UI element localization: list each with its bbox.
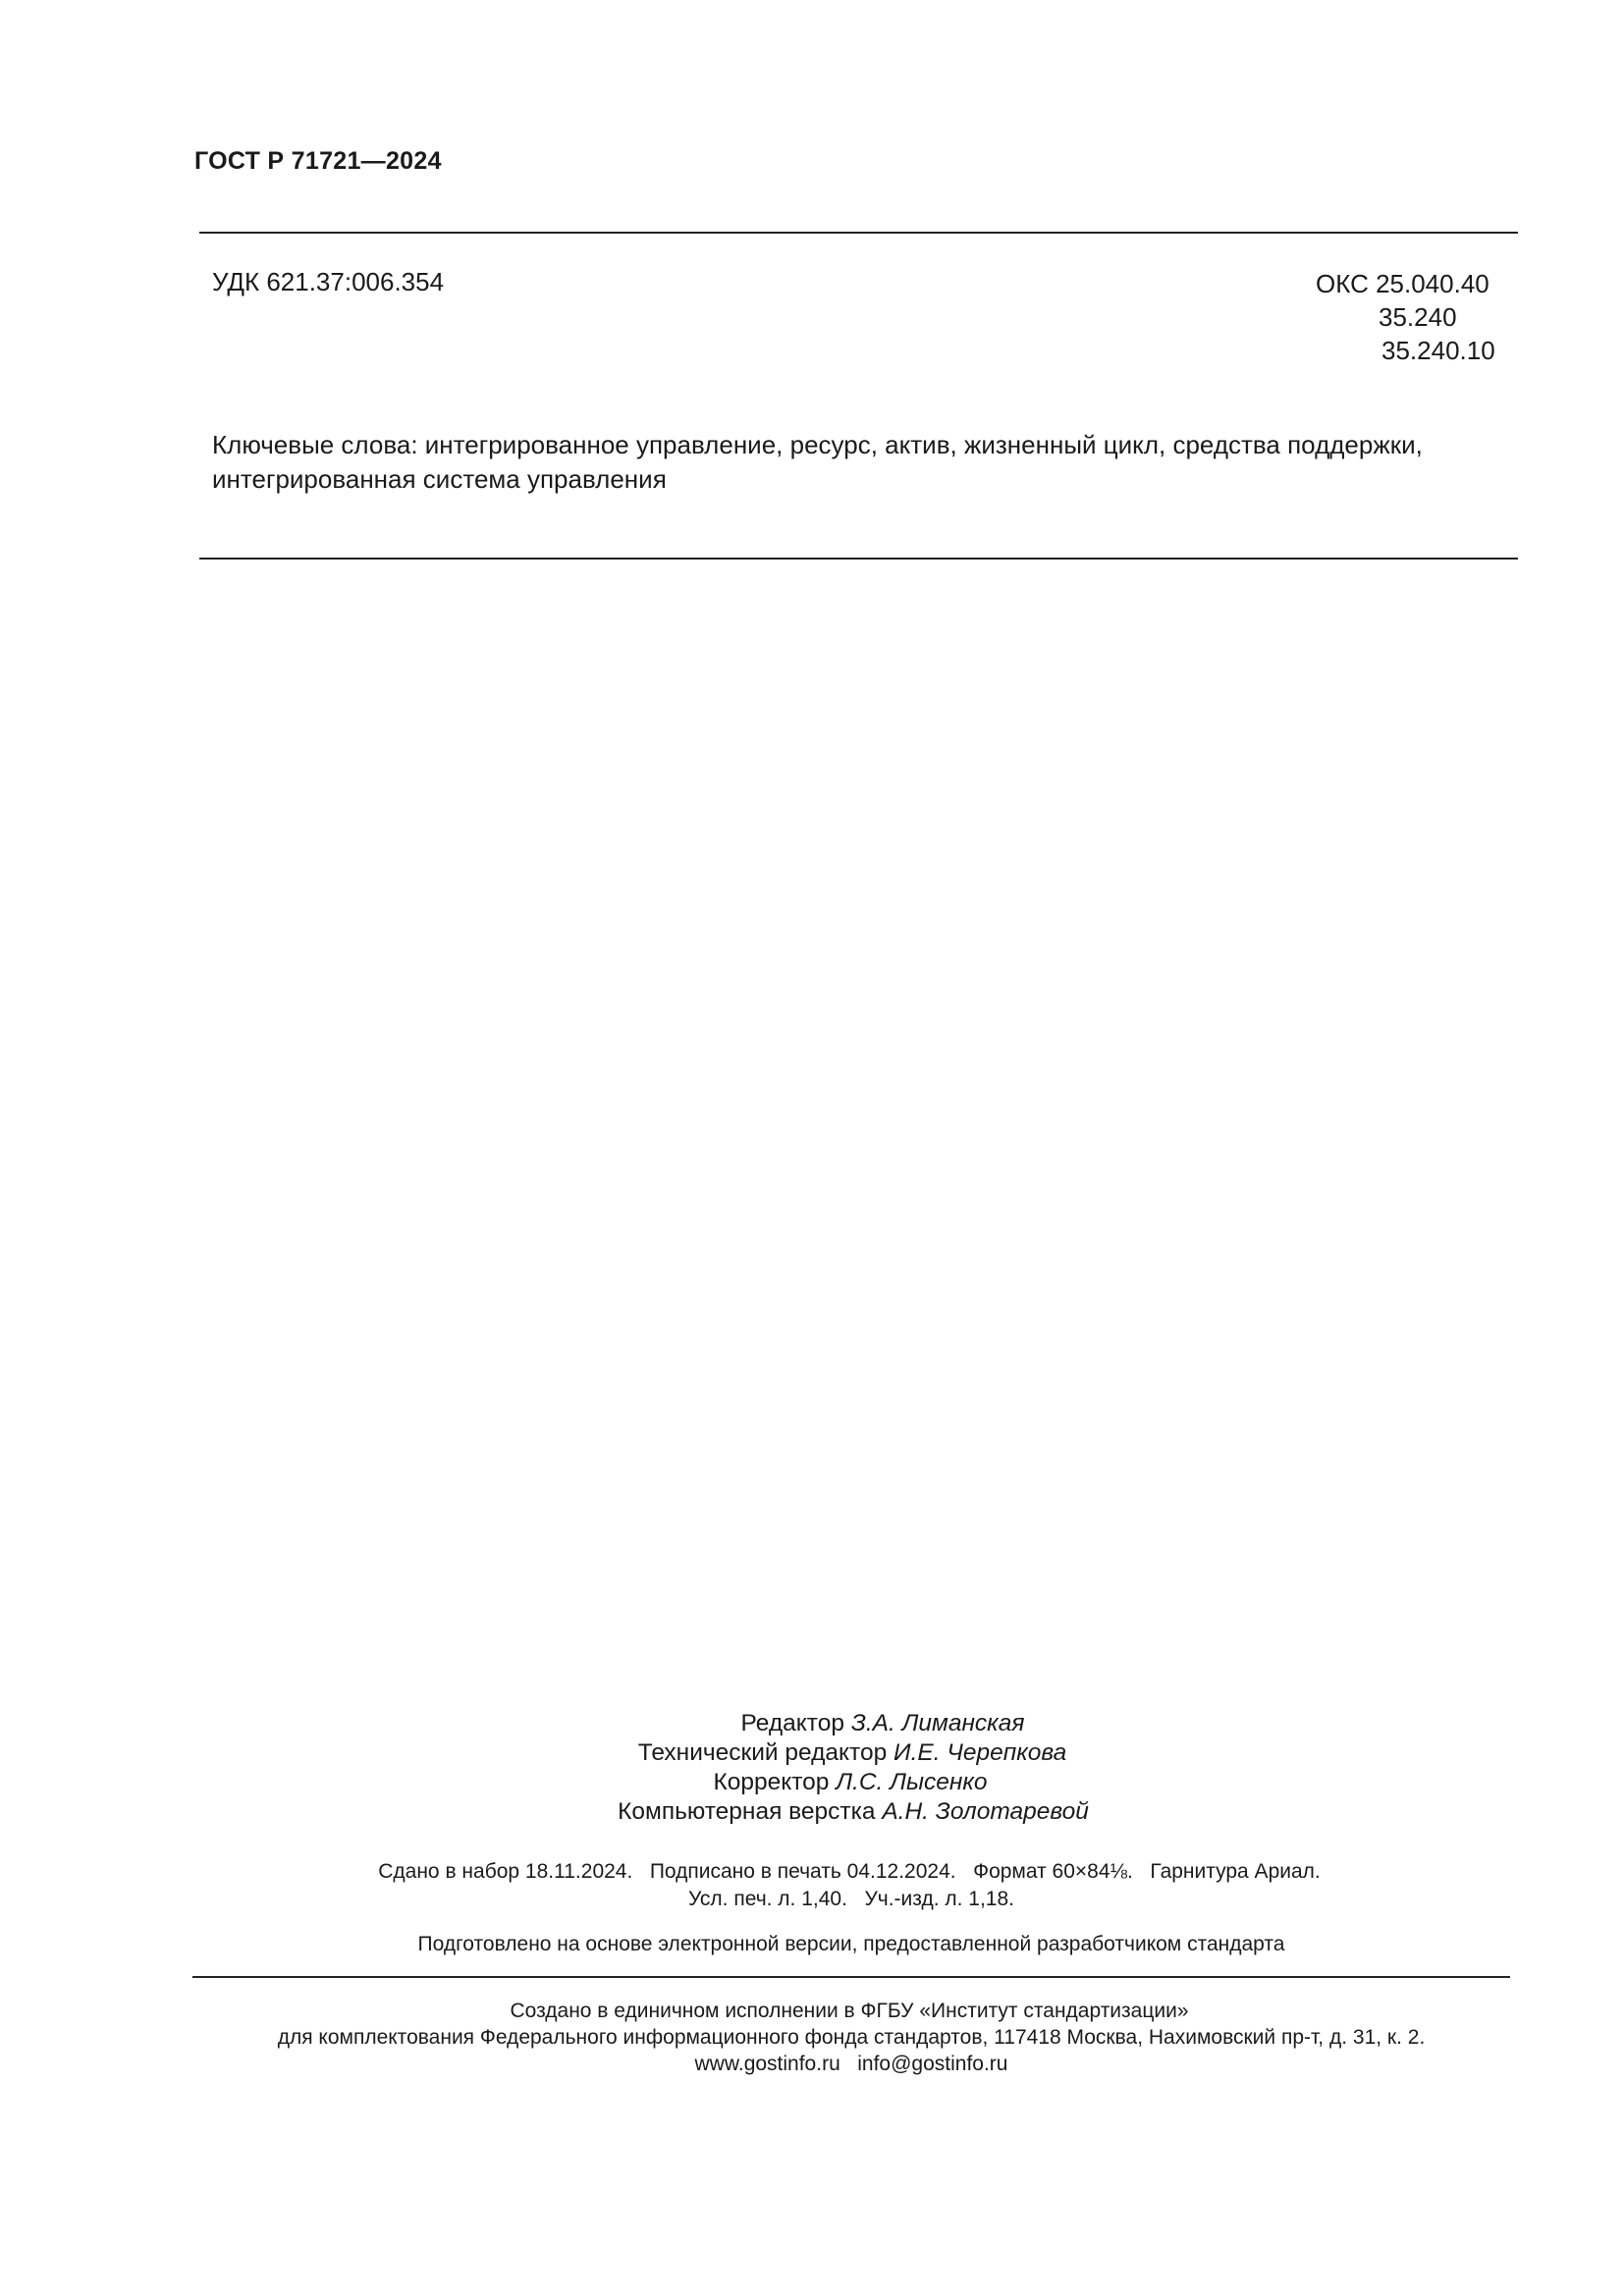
- print-info: [0, 1858, 1624, 1913]
- credit-layout: [41, 1797, 1624, 1827]
- credits-block: [0, 1709, 1624, 1827]
- keywords-line-2: интегрированная система управления: [212, 464, 667, 494]
- credit-role: Корректор: [713, 1769, 837, 1795]
- credit-role: Редактор: [740, 1710, 851, 1736]
- credit-editor: [71, 1709, 1624, 1738]
- document-code: ГОСТ Р 71721—2024: [194, 147, 442, 175]
- keywords-divider: [199, 558, 1518, 560]
- credit-tech-editor: [40, 1738, 1624, 1768]
- udk-code: УДК 621.37:006.354: [212, 267, 445, 296]
- oks-code-1: ОКС 25.040.40: [1316, 269, 1489, 298]
- publisher-footer: [0, 1998, 1624, 2077]
- print-info-line-1: Сдано в набор 18.11.2024. Подписано в печать 04.12.2024. Формат 60×84⅛. Гарнитура Ариал.: [378, 1860, 1321, 1883]
- credit-proofreader: [38, 1768, 1624, 1797]
- print-info-line-2: Усл. печ. л. 1,40. Уч.-изд. л. 1,18.: [687, 1888, 1014, 1910]
- oks-code-2: 35.240: [1379, 302, 1457, 332]
- footer-line-1: Создано в единичном исполнении в ФГБУ «Институт стандартизации»: [510, 2000, 1189, 2022]
- footer-divider: [192, 1976, 1510, 1978]
- credit-name: Л.С. Лысенко: [836, 1769, 988, 1795]
- prepared-note: Подготовлено на основе электронной версии, предоставленной разработчиком стандарта: [417, 1933, 1285, 1955]
- credit-role: Компьютерная верстка: [618, 1798, 883, 1825]
- credit-name: А.Н. Золотаревой: [882, 1798, 1089, 1825]
- keywords-block: [212, 428, 1518, 497]
- keywords-line-1: Ключевые слова: интегрированное управление, ресурс, актив, жизненный цикл, средства поддержки,: [212, 430, 1423, 459]
- credit-name: И.Е. Черепкова: [893, 1739, 1067, 1766]
- oks-code-3: 35.240.10: [1381, 336, 1495, 365]
- credit-name: З.А. Лиманская: [850, 1710, 1025, 1736]
- footer-line-2: для комплектования Федерального информационного фонда стандартов, 117418 Москва, Нахимовский пр-т, д. 31, к. 2.: [277, 2026, 1426, 2049]
- top-divider: [199, 232, 1518, 234]
- oks-codes: [1316, 267, 1512, 367]
- credit-role: Технический редактор: [637, 1739, 894, 1766]
- footer-links: www.gostinfo.ru info@gostinfo.ru: [694, 2053, 1008, 2075]
